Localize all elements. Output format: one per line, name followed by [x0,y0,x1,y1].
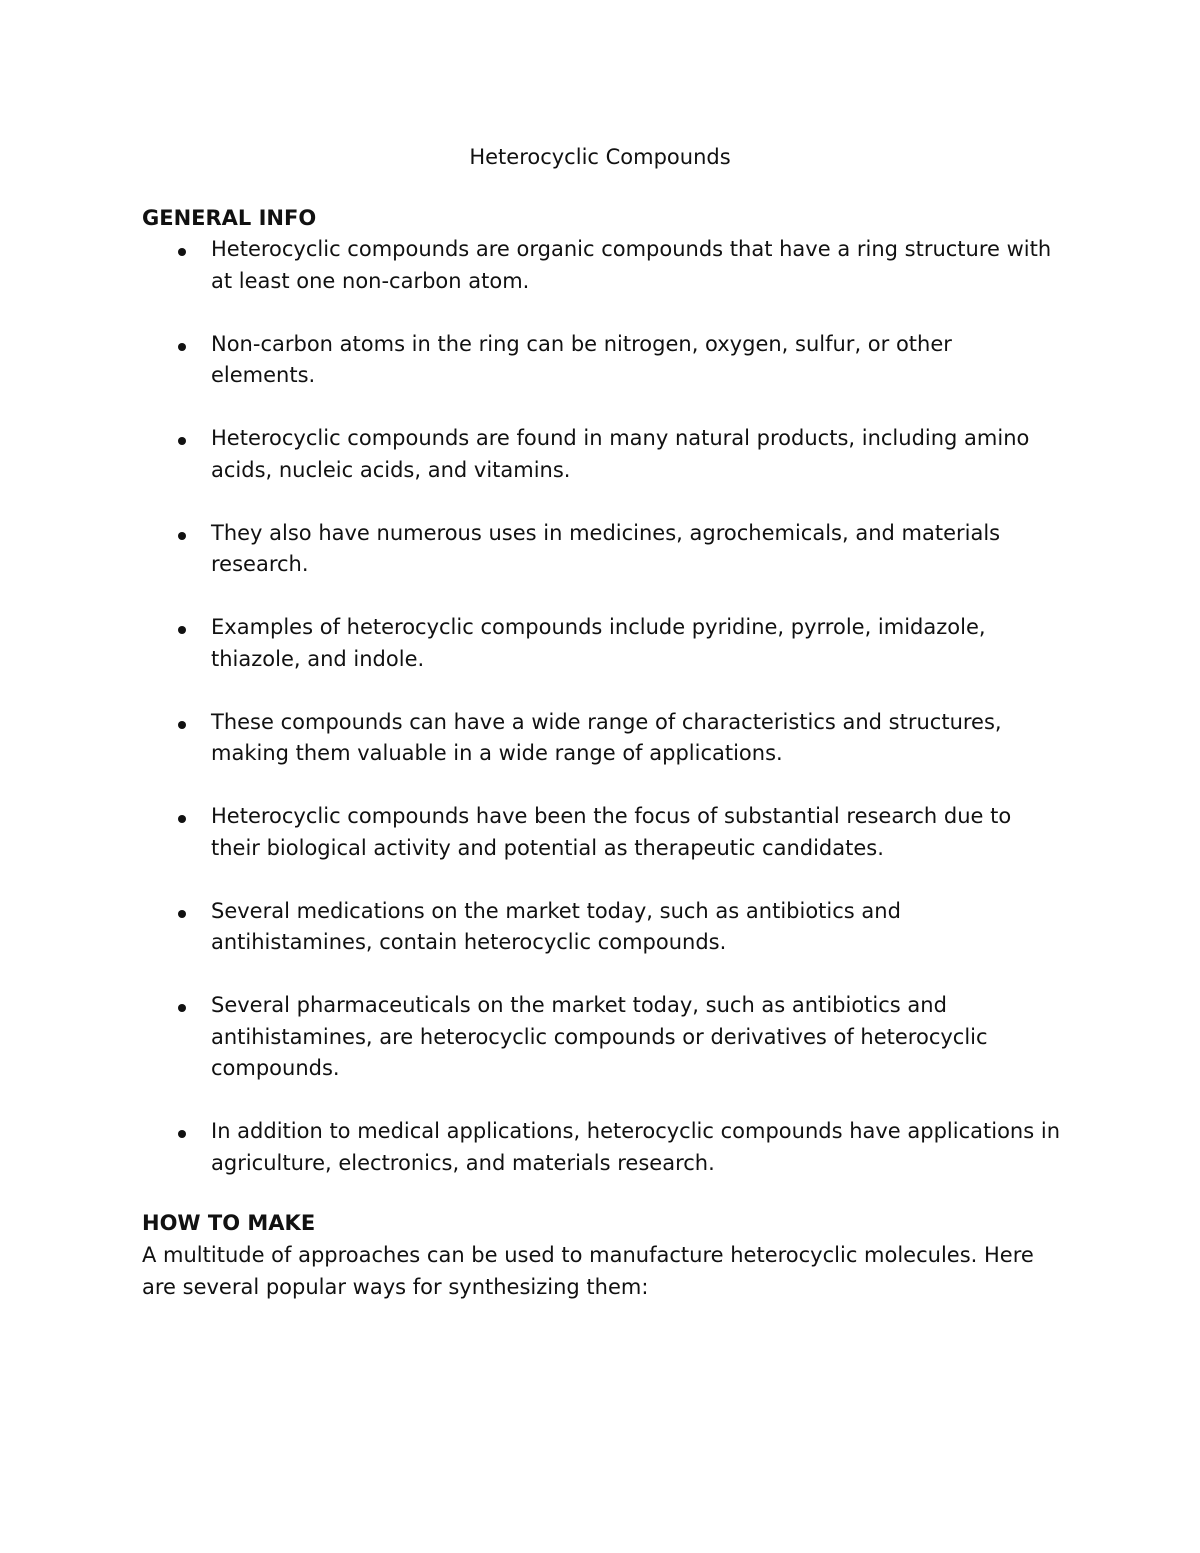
bullet-icon [178,815,186,823]
list-item [0,329,1061,392]
list-item-text: These compounds can have a wide range of characteristics and structures, making them valuable in a wide range of applications. [211,709,1002,765]
bullet-icon [178,626,186,634]
bullet-icon [178,437,186,445]
general-info-list [0,234,1200,1211]
list-item [0,423,1061,486]
list-item-text: Heterocyclic compounds have been the focus of substantial research due to their biological activity and potential as therapeutic candidates. [211,804,1012,860]
bullet-icon [178,1130,186,1138]
list-item-text: Several pharmaceuticals on the market today, such as antibiotics and antihistamines, are heterocyclic compounds or derivatives of heterocyclic compounds. [211,993,988,1080]
list-item [0,707,1061,770]
list-item [0,612,1061,675]
bullet-icon [178,532,186,540]
list-item-text: Non-carbon atoms in the ring can be nitrogen, oxygen, sulfur, or other elements. [211,331,952,387]
list-item-text: Examples of heterocyclic compounds include pyridine, pyrrole, imidazole, thiazole, and indole. [211,615,986,671]
bullet-icon [178,1004,186,1012]
section-heading-how-to-make: HOW TO MAKE [142,1211,316,1235]
list-item [0,234,1061,297]
bullet-icon [178,343,186,351]
list-item-text: Heterocyclic compounds are found in many natural products, including amino acids, nucleic acids, and vitamins. [211,426,1030,482]
bullet-icon [178,910,186,918]
list-item-text: In addition to medical applications, heterocyclic compounds have applications in agriculture, electronics, and materials research. [211,1119,1061,1175]
section-heading-general-info: GENERAL INFO [142,206,317,230]
list-item [0,896,1061,959]
document-title: Heterocyclic Compounds [469,145,731,169]
list-item-text: Heterocyclic compounds are organic compounds that have a ring structure with at least one non-carbon atom. [211,237,1052,293]
how-to-make-paragraph: A multitude of approaches can be used to manufacture heterocyclic molecules. Here are several popular ways for synthesizing them: [142,1243,1034,1299]
list-item [0,518,1061,581]
list-item-text: Several medications on the market today, such as antibiotics and antihistamines, contain heterocyclic compounds. [211,898,901,954]
bullet-icon [178,721,186,729]
list-item-text: They also have numerous uses in medicines, agrochemicals, and materials research. [211,520,1001,576]
list-item [0,1116,1061,1179]
bullet-icon [178,248,186,256]
list-item [0,990,1061,1085]
list-item [0,801,1061,864]
